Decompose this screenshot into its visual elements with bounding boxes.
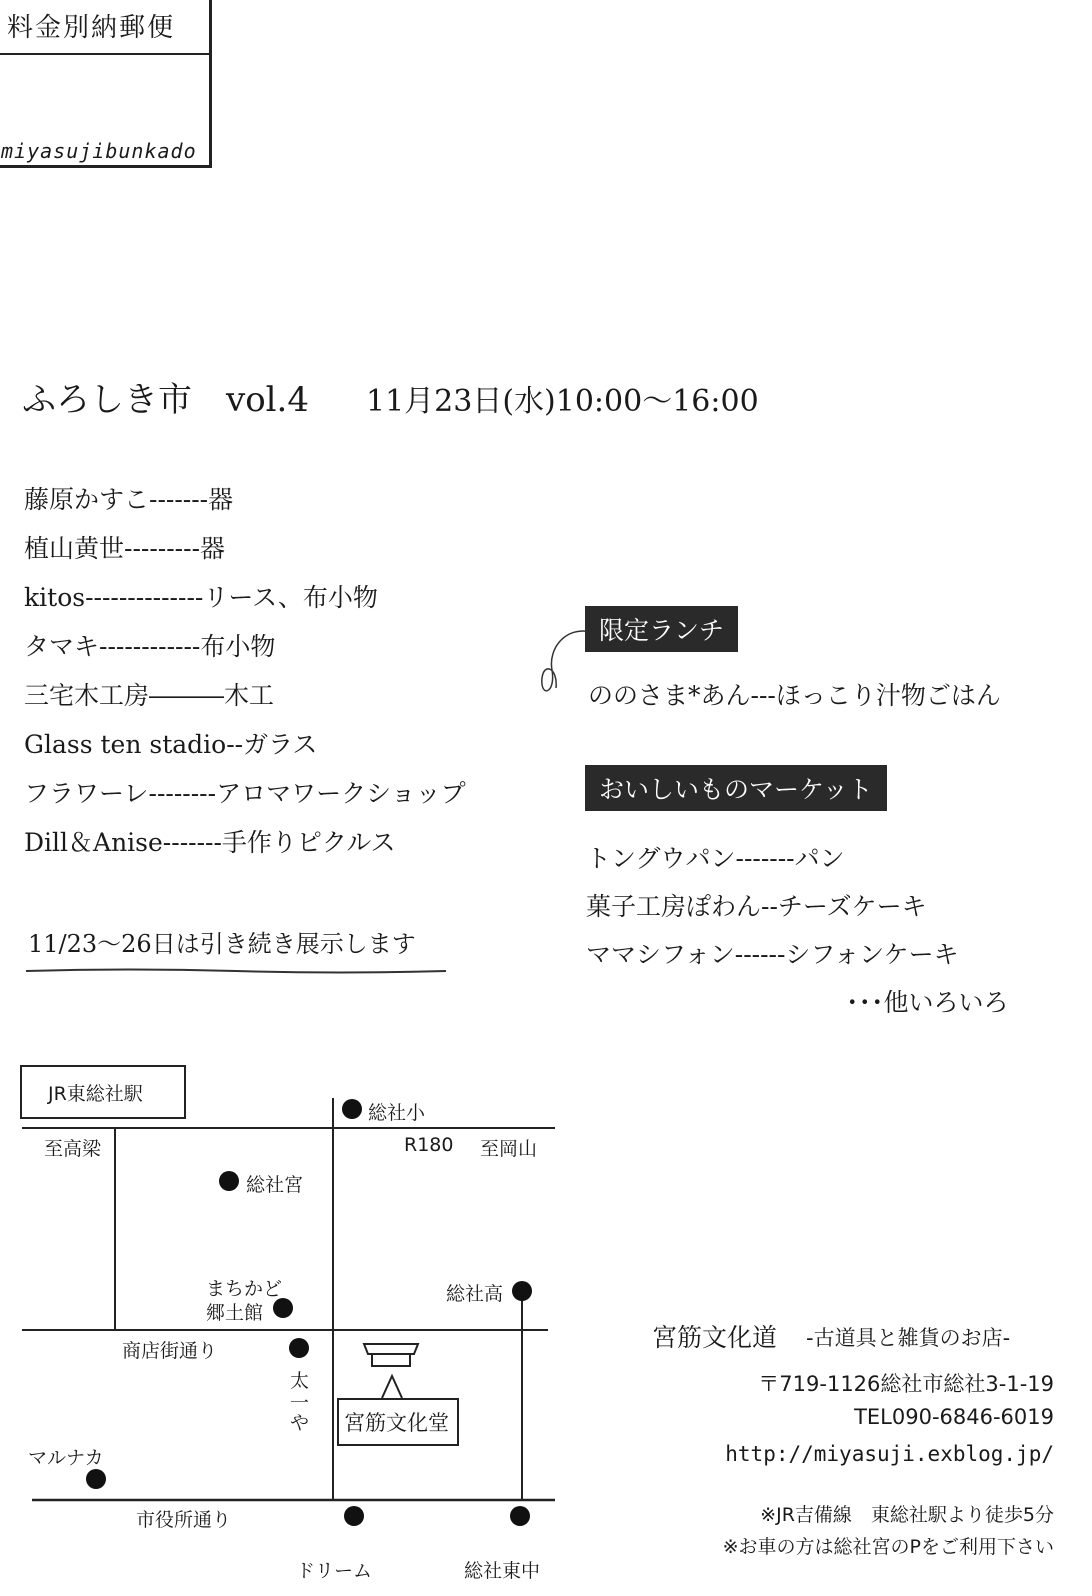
vendor-item: kitos--------------リース、布小物: [24, 583, 378, 612]
event-title: ふろしき市 vol.4: [22, 380, 309, 420]
map-label: 至高梁: [44, 1138, 102, 1160]
vendor-item: 藤原かすこ-------器: [24, 485, 234, 514]
map-label: 市役所通り: [136, 1509, 232, 1531]
shop-url: http://miyasuji.exblog.jp/: [725, 1442, 1054, 1466]
shop-phone: TEL090-6846-6019: [854, 1405, 1054, 1429]
parking-note: ※お車の方は総社宮のPをご利用下さい: [722, 1536, 1054, 1558]
limited-lunch-badge: 限定ランチ: [585, 606, 738, 652]
postage-label: 料金別納郵便: [7, 13, 176, 43]
map-label: 一: [290, 1392, 310, 1414]
map-label: 太: [290, 1370, 310, 1392]
market-item: ママシフォン------シフォンケーキ: [586, 940, 959, 969]
shop-address: 〒719-1126総社市総社3-1-19: [758, 1372, 1054, 1396]
shop-tagline: -古道具と雑貨のお店-: [806, 1326, 1011, 1350]
map-label: 至岡山: [480, 1138, 538, 1160]
map-label: 総社高: [446, 1283, 504, 1305]
vendor-item: 植山黄世---------器: [24, 534, 226, 563]
market-more: ･･･他いろいろ: [846, 988, 1009, 1017]
access-note: ※JR吉備線 東総社駅より徒歩5分: [760, 1504, 1054, 1526]
map-label: 商店街通り: [122, 1340, 218, 1362]
map-label: まちかど: [206, 1278, 283, 1300]
shop-name: 宮筋文化道: [652, 1323, 778, 1352]
postage-stamp-box: [0, 0, 212, 168]
map-label: ドリーム: [296, 1560, 373, 1582]
vendor-item: フラワーレ--------アロマワークショップ: [24, 779, 466, 808]
map-label: 総社宮: [246, 1174, 304, 1196]
exhibit-note: 11/23〜26日は引き続き展示します: [28, 930, 416, 958]
map-label: マルナカ: [28, 1447, 104, 1469]
food-market-badge: おいしいものマーケット: [585, 765, 887, 811]
market-item: 菓子工房ぽわん--チーズケーキ: [586, 892, 927, 921]
lunch-item: ののさま*あん---ほっこり汁物ごはん: [588, 681, 1001, 710]
map-label: や: [290, 1412, 310, 1434]
station-label: JR東総社駅: [48, 1083, 143, 1105]
map-label: 郷土館: [206, 1302, 264, 1324]
map-label: R180: [404, 1134, 454, 1156]
shop-map-label: 宮筋文化堂: [344, 1411, 449, 1435]
event-date: 11月23日(水)10:00〜16:00: [366, 384, 759, 419]
map-label: 総社小: [368, 1102, 426, 1124]
sender-name: miyasujibunkado: [1, 139, 197, 163]
exhibit-underline: [26, 968, 446, 974]
market-item: トングウパン-------パン: [586, 844, 845, 873]
vendor-item: Glass ten stadio--ガラス: [24, 730, 318, 759]
vendor-item: Dill＆Anise-------手作りピクルス: [24, 828, 396, 857]
vendor-item: タマキ------------布小物: [24, 632, 276, 661]
stamp-divider: [0, 53, 209, 55]
vendor-item: 三宅木工房―――木工: [24, 681, 275, 710]
map-label: 総社東中: [464, 1560, 541, 1582]
